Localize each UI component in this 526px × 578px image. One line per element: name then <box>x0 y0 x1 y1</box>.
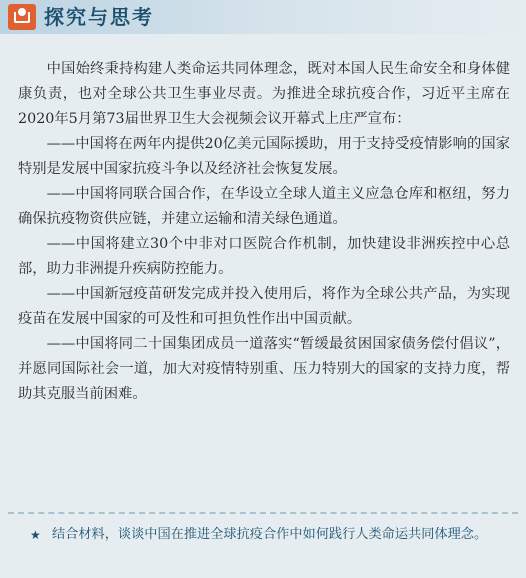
material-text <box>18 57 510 407</box>
intro-paragraph: 中国始终秉持构建人类命运共同体理念，既对本国人民生命安全和身体健康负责，也对全球公共卫生事业尽责。为推进全球抗疫合作，习近平主席在2020年5月第73届世界卫生大会视频会议开幕式上庄严宣布： <box>18 61 510 127</box>
section-header <box>0 0 526 34</box>
reading-person-icon <box>8 4 36 30</box>
announcement-item-5: ——中国将同二十国集团成员一道落实“暂缓最贫困国家债务偿付倡议”，并愿同国际社会一道，加大对疫情特别重、压力特别大的国家的支持力度，帮助其克服当前困难。 <box>18 336 510 402</box>
announcement-item-4: ——中国新冠疫苗研发完成并投入使用后，将作为全球公共产品，为实现疫苗在发展中国家的可及性和可担负性作出中国贡献。 <box>18 286 510 327</box>
dashed-divider <box>8 512 518 514</box>
announcement-item-2: ——中国将同联合国合作，在华设立全球人道主义应急仓库和枢纽，努力确保抗疫物资供应链，并建立运输和清关绿色通道。 <box>18 186 510 227</box>
reading-person-icon-book <box>14 12 30 23</box>
announcement-item-1: ——中国将在两年内提供20亿美元国际援助，用于支持受疫情影响的国家特别是发展中国家抗疫斗争以及经济社会恢复发展。 <box>18 136 510 177</box>
task-prompt: 结合材料，谈谈中国在推进全球抗疫合作中如何践行人类命运共同体理念。 <box>52 527 488 542</box>
star-icon: ★ <box>30 528 41 542</box>
discussion-task <box>30 524 508 546</box>
section-title: 探究与思考 <box>44 5 154 29</box>
announcement-item-3: ——中国将建立30个中非对口医院合作机制，加快建设非洲疾控中心总部，助力非洲提升疾病防控能力。 <box>18 236 510 277</box>
